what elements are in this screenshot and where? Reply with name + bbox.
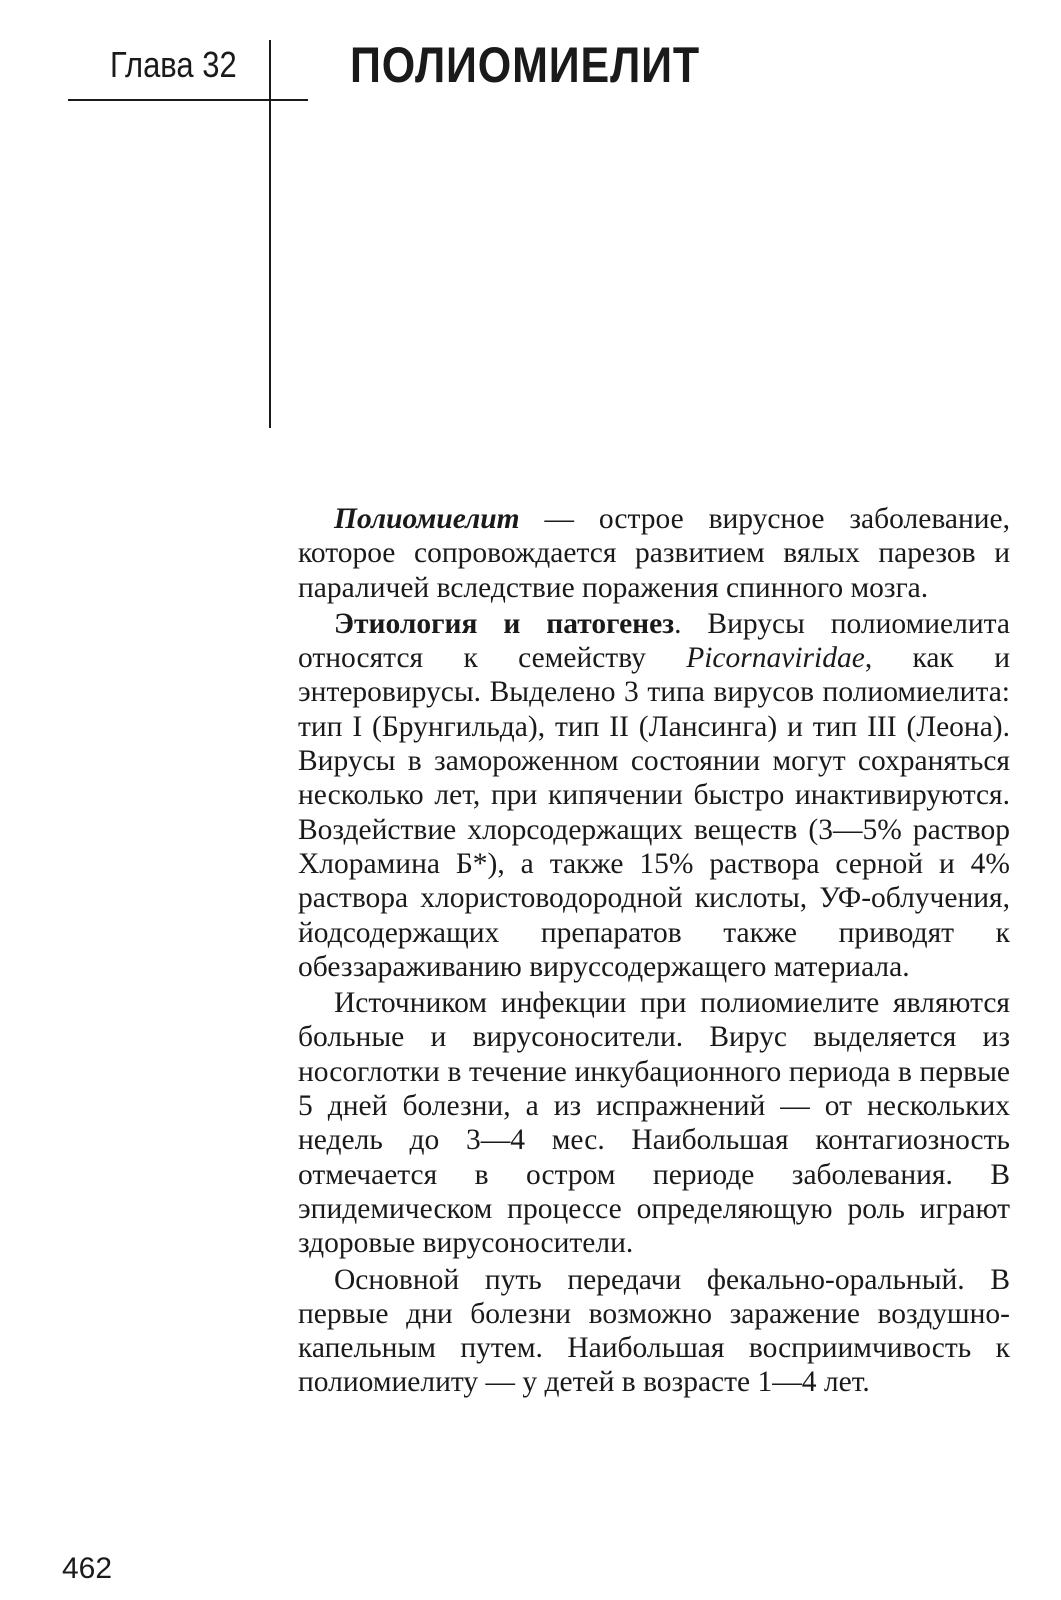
header-horizontal-rule [68, 99, 308, 101]
paragraph-definition [298, 502, 1010, 605]
paragraph-transmission: Основной путь передачи фекально-оральный. В первые дни болезни возможно заражение воздушно-капельным путем. Наибольшая восприимчивость к полиомиелиту — у детей в возрасте 1—4 лет. [298, 1263, 1010, 1399]
defined-term: Полиомиелит [334, 503, 520, 535]
chapter-title: ПОЛИОМИЕЛИТ [350, 37, 701, 93]
paragraph-infection-source: Источником инфекции при полиомиелите являются больные и вирусоносители. Вирус выделяется из носоглотки в течение инкубационного периода в первые 5 дней болезни, а из испражнений — от нескольких недель до 3—4 мес. Наибольшая контагиозность отмечается в остром периоде заболевания. В эпидемическом процессе определяющую роль играют здоровые вирусоносители. [298, 987, 1010, 1260]
definition-text: — острое вирусное заболевание, которое сопровождается развитием вялых парезов и параличей вследствие поражения спинного мозга. [298, 503, 1010, 604]
latin-family-name: Picornaviridae [686, 642, 865, 675]
etiology-text-2: , как и энтеровирусы. Выделено 3 типа вирусов полиомиелита: тип I (Брунгильда), тип II (Лансинга) и тип III (Леона). Вирусы в замороженном состоянии могут сохраняться несколько лет, при кипячении быстро инактивируются. Воздействие хлорсодержащих веществ (3—5% раствор Хлорамина Б*), а также 15% раствора серной и 4% раствора хлористоводородной кислоты, УФ-облучения, йодсодержащих препаратов также приводят к обеззараживанию вируссодержащего материала. [298, 642, 1010, 983]
chapter-label: Глава 32 [110, 44, 237, 85]
header-vertical-rule [269, 40, 271, 428]
page-number: 462 [62, 1552, 113, 1585]
etiology-text-1: . Вирусы полиомиелита относятся к семейству [298, 607, 1010, 675]
paragraph-etiology [298, 607, 1010, 984]
section-heading: Этиология и патогенез [334, 607, 675, 640]
body-text [298, 502, 1010, 1402]
